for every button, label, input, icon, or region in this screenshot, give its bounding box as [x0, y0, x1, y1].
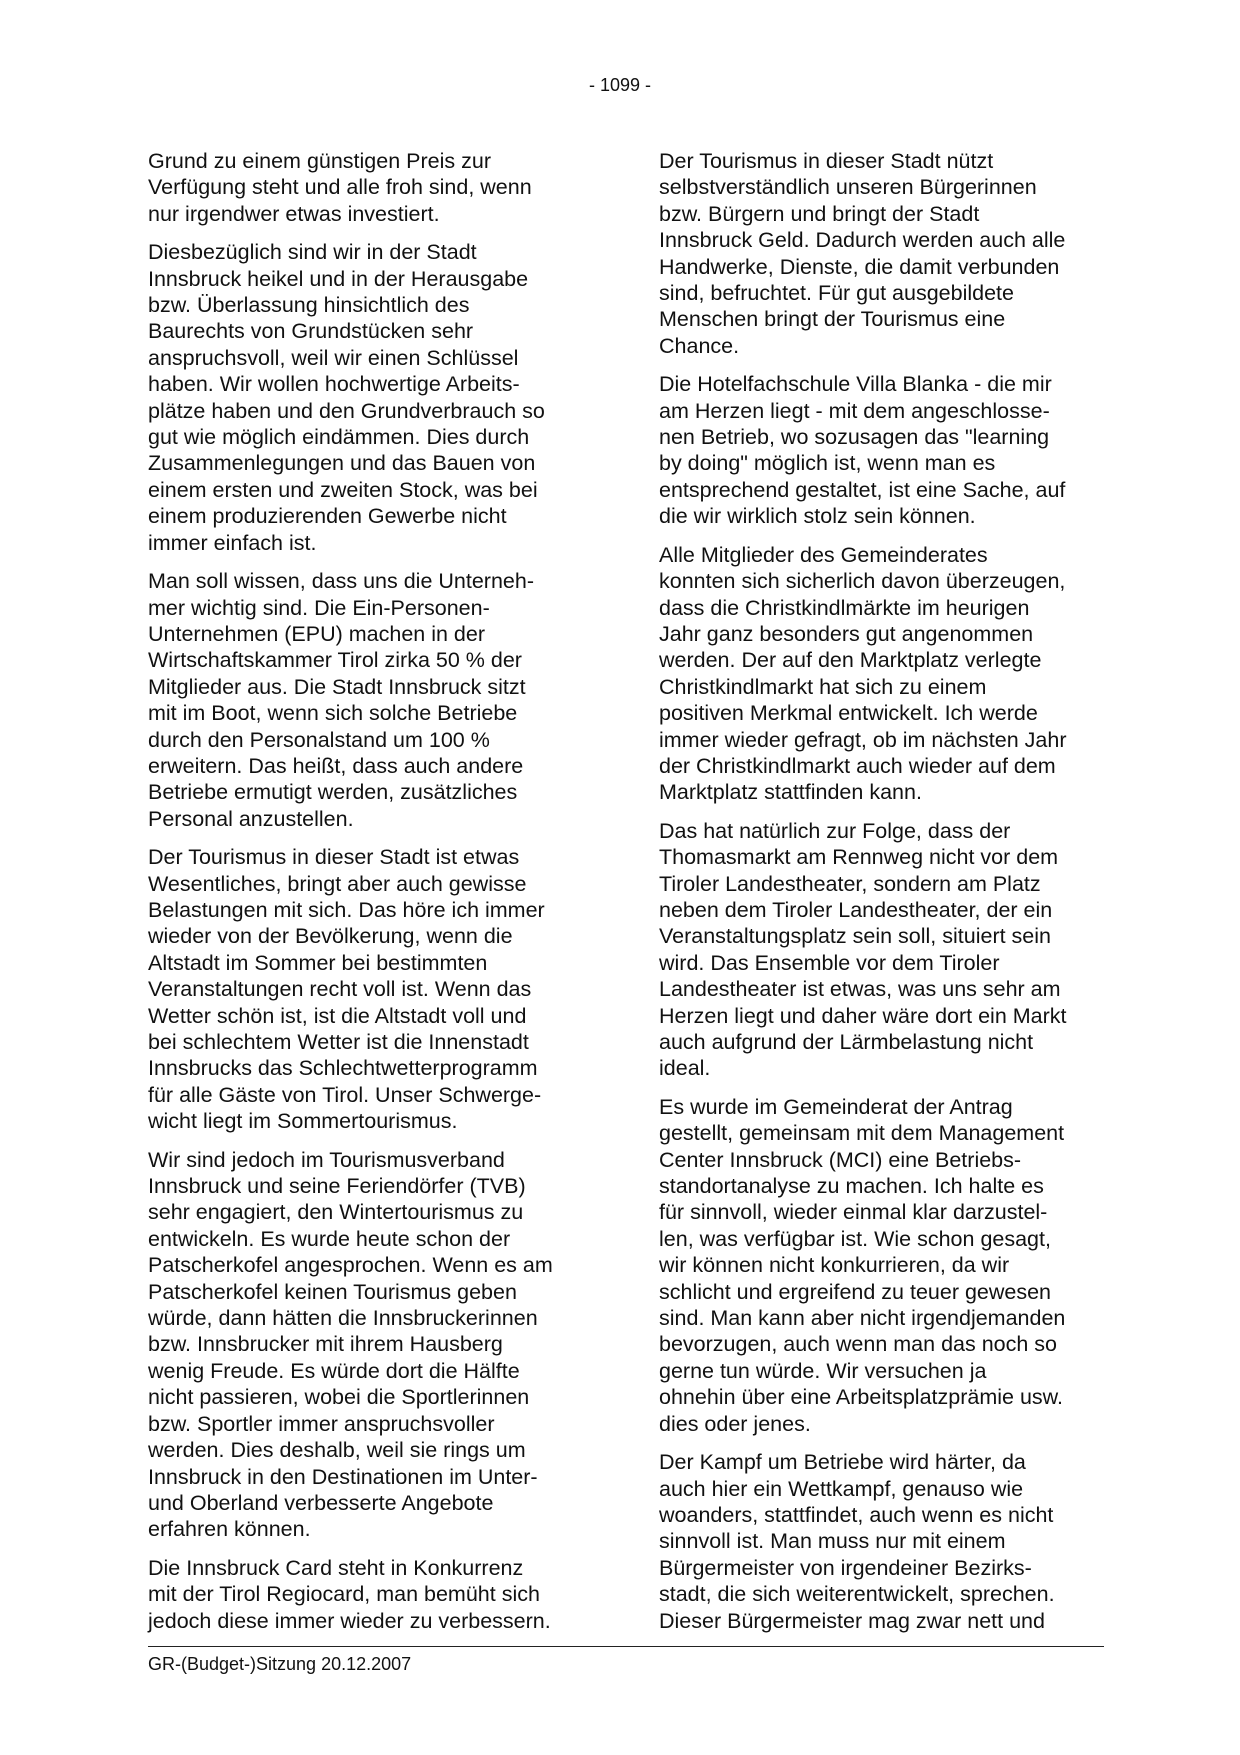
page-number: - 1099 -	[588, 75, 652, 95]
left-column	[148, 148, 588, 1646]
paragraph: Grund zu einem günstigen Preis zur Verfügung steht und alle froh sind, wenn nur irgendwer etwas investiert.	[148, 149, 532, 226]
paragraph: Es wurde im Gemeinderat der Antrag gestellt, gemeinsam mit dem Management Center Innsbruck (MCI) eine Betriebs- standortanalyse zu machen. Ich halte es für sinnvoll, wieder einmal klar darzustel- len, was verfügbar ist. Wie schon gesagt, wir können nicht konkurrieren, da wir schlicht und ergreifend zu teuer gewesen sind. Man kann aber nicht irgendjemanden bevorzugen, auch wenn man das noch so gerne tun würde. Wir versuchen ja ohnehin über eine Arbeitsplatzprämie usw. dies oder jenes.	[659, 1094, 1066, 1436]
footer-session-label: GR-(Budget-)Sitzung 20.12.2007	[148, 1654, 412, 1674]
paragraph: Das hat natürlich zur Folge, dass der Thomasmarkt am Rennweg nicht vor dem Tiroler Landestheater, sondern am Platz neben dem Tiroler Landestheater, der ein Veranstaltungsplatz sein soll, situiert sein wird. Das Ensemble vor dem Tiroler Landestheater ist etwas, was uns sehr am Herzen liegt und daher wäre dort ein Markt auch aufgrund der Lärmbelastung nicht ideal.	[659, 818, 1067, 1081]
footer-divider	[148, 1646, 1104, 1647]
paragraph: Die Hotelfachschule Villa Blanka - die mir am Herzen liegt - mit dem angeschlosse- nen Betrieb, wo sozusagen das "learning by doing" möglich ist, wenn man es entsprechend gestaltet, ist eine Sache, auf die wir wirklich stolz sein können.	[659, 372, 1066, 529]
paragraph: Der Kampf um Betriebe wird härter, da auch hier ein Wettkampf, genauso wie woanders, stattfindet, auch wenn es nicht sinnvoll ist. Man muss nur mit einem Bürgermeister von irgendeiner Bezirks- stadt, die sich weiterentwickelt, sprechen. Dieser Bürgermeister mag zwar nett und	[659, 1450, 1055, 1633]
paragraph: Der Tourismus in dieser Stadt nützt selbstverständlich unseren Bürgerinnen bzw. Bürgern und bringt der Stadt Innsbruck Geld. Dadurch werden auch alle Handwerke, Dienste, die damit verbunden sind, befruchtet. Für gut ausgebildete Menschen bringt der Tourismus eine Chance.	[659, 149, 1066, 358]
paragraph: Wir sind jedoch im Tourismusverband Innsbruck und seine Feriendörfer (TVB) sehr engagiert, den Wintertourismus zu entwickeln. Es wurde heute schon der Patscherkofel angesprochen. Wenn es am Patscherkofel keinen Tourismus geben würde, dann hätten die Innsbruckerinnen bzw. Innsbrucker mit ihrem Hausberg wenig Freude. Es würde dort die Hälfte nicht passieren, wobei die Sportlerinnen bzw. Sportler immer anspruchsvoller werden. Dies deshalb, weil sie rings um Innsbruck in den Destinationen im Unter- und Oberland verbesserte Angebote erfahren können.	[148, 1147, 553, 1542]
paragraph: Man soll wissen, dass uns die Unterneh- mer wichtig sind. Die Ein-Personen- Unternehmen (EPU) machen in der Wirtschaftskammer Tirol zirka 50 % der Mitglieder aus. Die Stadt Innsbruck sitzt mit im Boot, wenn sich solche Betriebe durch den Personalstand um 100 % erweitern. Das heißt, dass auch andere Betriebe ermutigt werden, zusätzliches Personal anzustellen.	[148, 569, 534, 831]
paragraph: Der Tourismus in dieser Stadt ist etwas Wesentliches, bringt aber auch gewisse Belastungen mit sich. Das höre ich immer wieder von der Bevölkerung, wenn die Altstadt im Sommer bei bestimmten Veranstaltungen recht voll ist. Wenn das Wetter schön ist, ist die Altstadt voll und bei schlechtem Wetter ist die Innenstadt Innsbrucks das Schlechtwetterprogramm für alle Gäste von Tirol. Unser Schwerge- wicht liegt im Sommertourismus.	[148, 845, 545, 1134]
paragraph: Die Innsbruck Card steht in Konkurrenz mit der Tirol Regiocard, man bemüht sich jedoch diese immer wieder zu verbessern.	[148, 1555, 551, 1633]
paragraph: Alle Mitglieder des Gemeinderates konnten sich sicherlich davon überzeugen, dass die Christkindlmärkte im heurigen Jahr ganz besonders gut angenommen werden. Der auf den Marktplatz verlegte Christkindlmarkt hat sich zu einem positiven Merkmal entwickelt. Ich werde immer wieder gefragt, ob im nächsten Jahr der Christkindlmarkt auch wieder auf dem Marktplatz stattfinden kann.	[659, 542, 1067, 805]
paragraph: Diesbezüglich sind wir in der Stadt Innsbruck heikel und in der Herausgabe bzw. Überlassung hinsichtlich des Baurechts von Grundstücken sehr anspruchsvoll, weil wir einen Schlüssel haben. Wir wollen hochwertige Arbeits- plätze haben und den Grundverbrauch so gut wie möglich eindämmen. Dies durch Zusammenlegungen und das Bauen von einem ersten und zweiten Stock, was bei einem produzierenden Gewerbe nicht immer einfach ist.	[148, 240, 545, 555]
right-column	[659, 148, 1104, 1646]
